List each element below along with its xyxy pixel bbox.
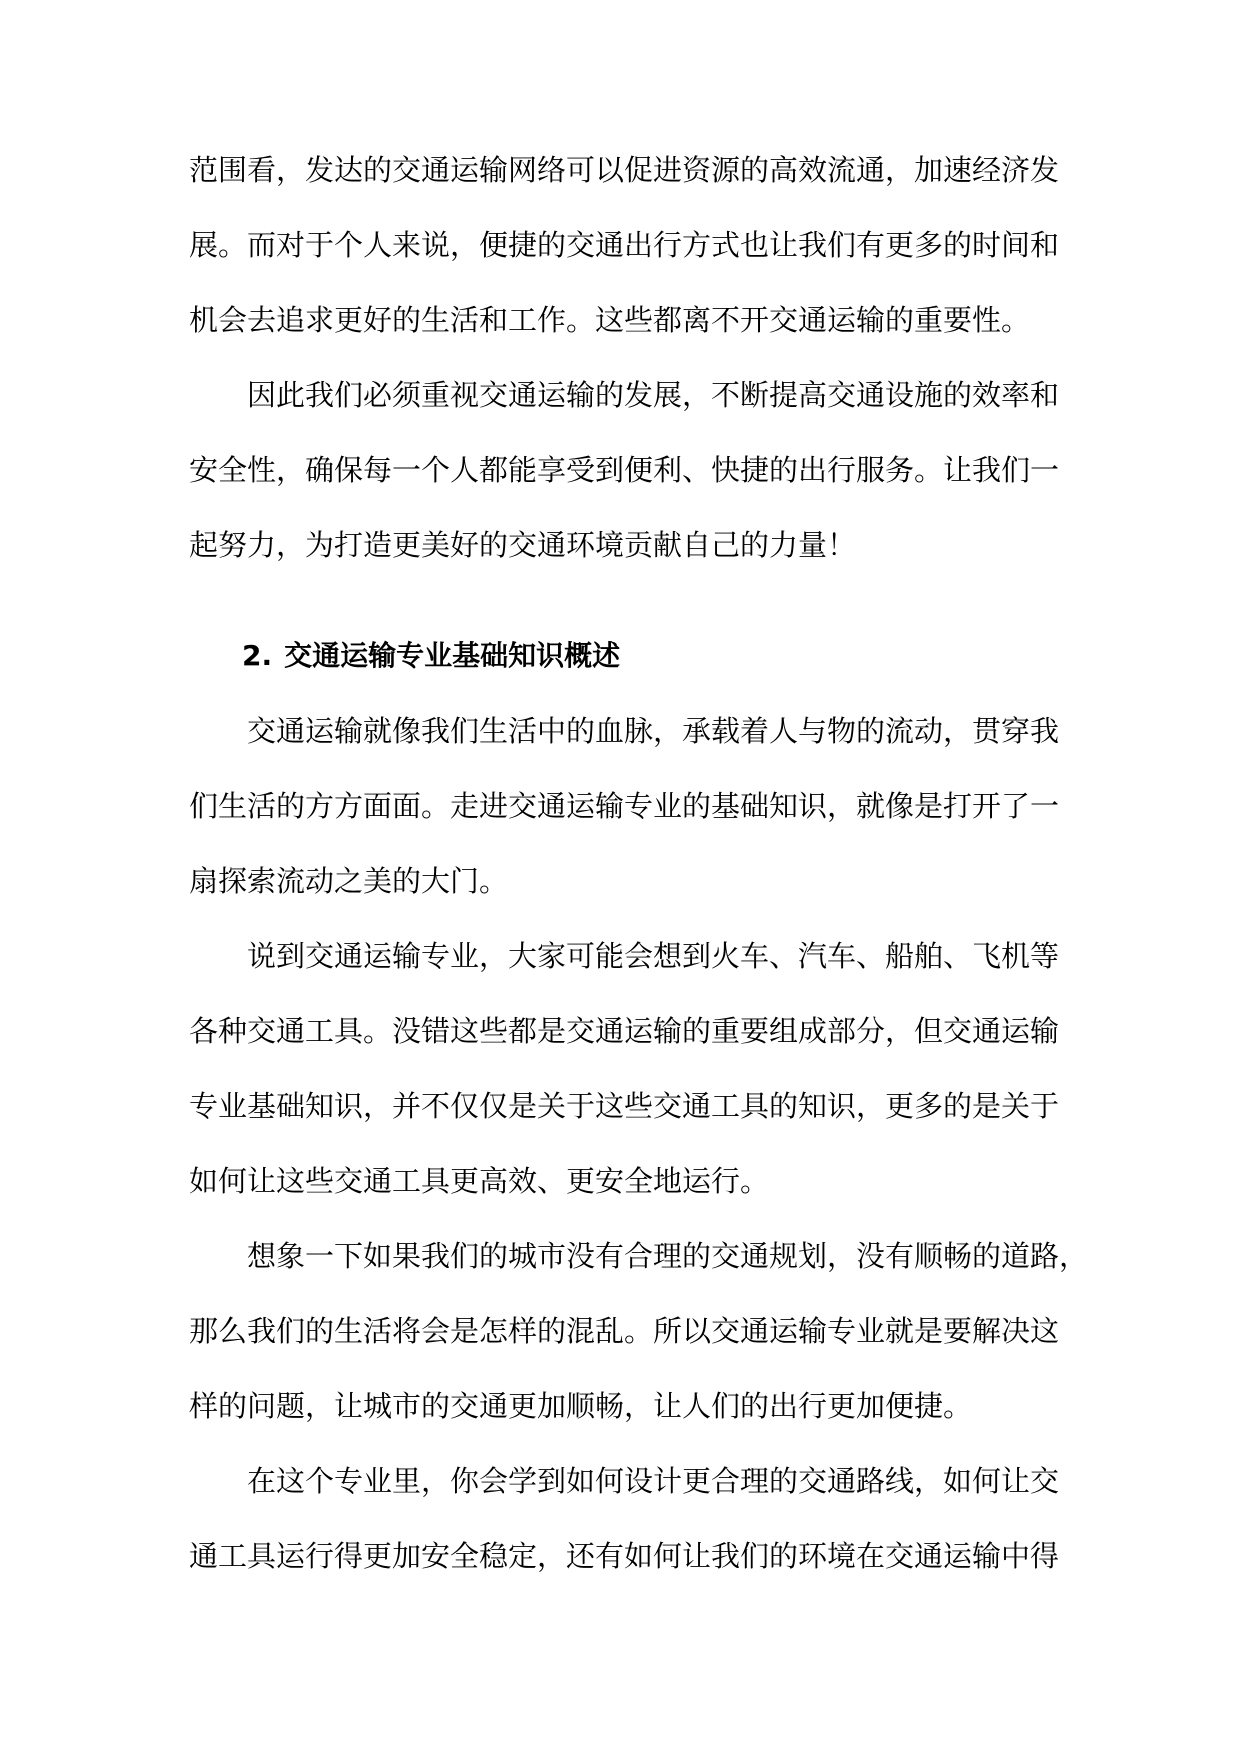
paragraph-line: 各种交通工具。没错这些都是交通运输的重要组成部分，但交通运输 [189,1014,1060,1048]
paragraph-line: 交通运输就像我们生活中的血脉，承载着人与物的流动，贯穿我 [247,714,1060,748]
section-number: 2. [242,639,273,672]
paragraph-line: 想象一下如果我们的城市没有合理的交通规划，没有顺畅的道路， [247,1239,1089,1273]
paragraph-line: 专业基础知识，并不仅仅是关于这些交通工具的知识，更多的是关于 [189,1089,1060,1123]
paragraph-line: 如何让这些交通工具更高效、更安全地运行。 [189,1164,770,1198]
paragraph-line: 那么我们的生活将会是怎样的混乱。所以交通运输专业就是要解决这 [189,1314,1060,1348]
section-title: 交通运输专业基础知识概述 [284,639,621,672]
paragraph-line: 在这个专业里，你会学到如何设计更合理的交通路线，如何让交 [247,1464,1060,1498]
paragraph-line: 起努力，为打造更美好的交通环境贡献自己的力量！ [189,528,857,562]
paragraph-line: 范围看，发达的交通运输网络可以促进资源的高效流通，加速经济发 [189,153,1060,187]
paragraph-line: 样的问题，让城市的交通更加顺畅，让人们的出行更加便捷。 [189,1389,973,1423]
paragraph-line: 扇探索流动之美的大门。 [189,864,509,898]
paragraph-line: 因此我们必须重视交通运输的发展，不断提高交通设施的效率和 [247,378,1060,412]
paragraph-line: 展。而对于个人来说，便捷的交通出行方式也让我们有更多的时间和 [189,228,1060,262]
paragraph-line: 机会去追求更好的生活和工作。这些都离不开交通运输的重要性。 [189,303,1031,337]
section-heading [242,636,620,676]
paragraph-line: 们生活的方方面面。走进交通运输专业的基础知识，就像是打开了一 [189,789,1060,823]
paragraph-line: 通工具运行得更加安全稳定，还有如何让我们的环境在交通运输中得 [189,1539,1060,1573]
paragraph-line: 说到交通运输专业，大家可能会想到火车、汽车、船舶、飞机等 [247,939,1060,973]
paragraph-line: 安全性，确保每一个人都能享受到便利、快捷的出行服务。让我们一 [189,453,1060,487]
